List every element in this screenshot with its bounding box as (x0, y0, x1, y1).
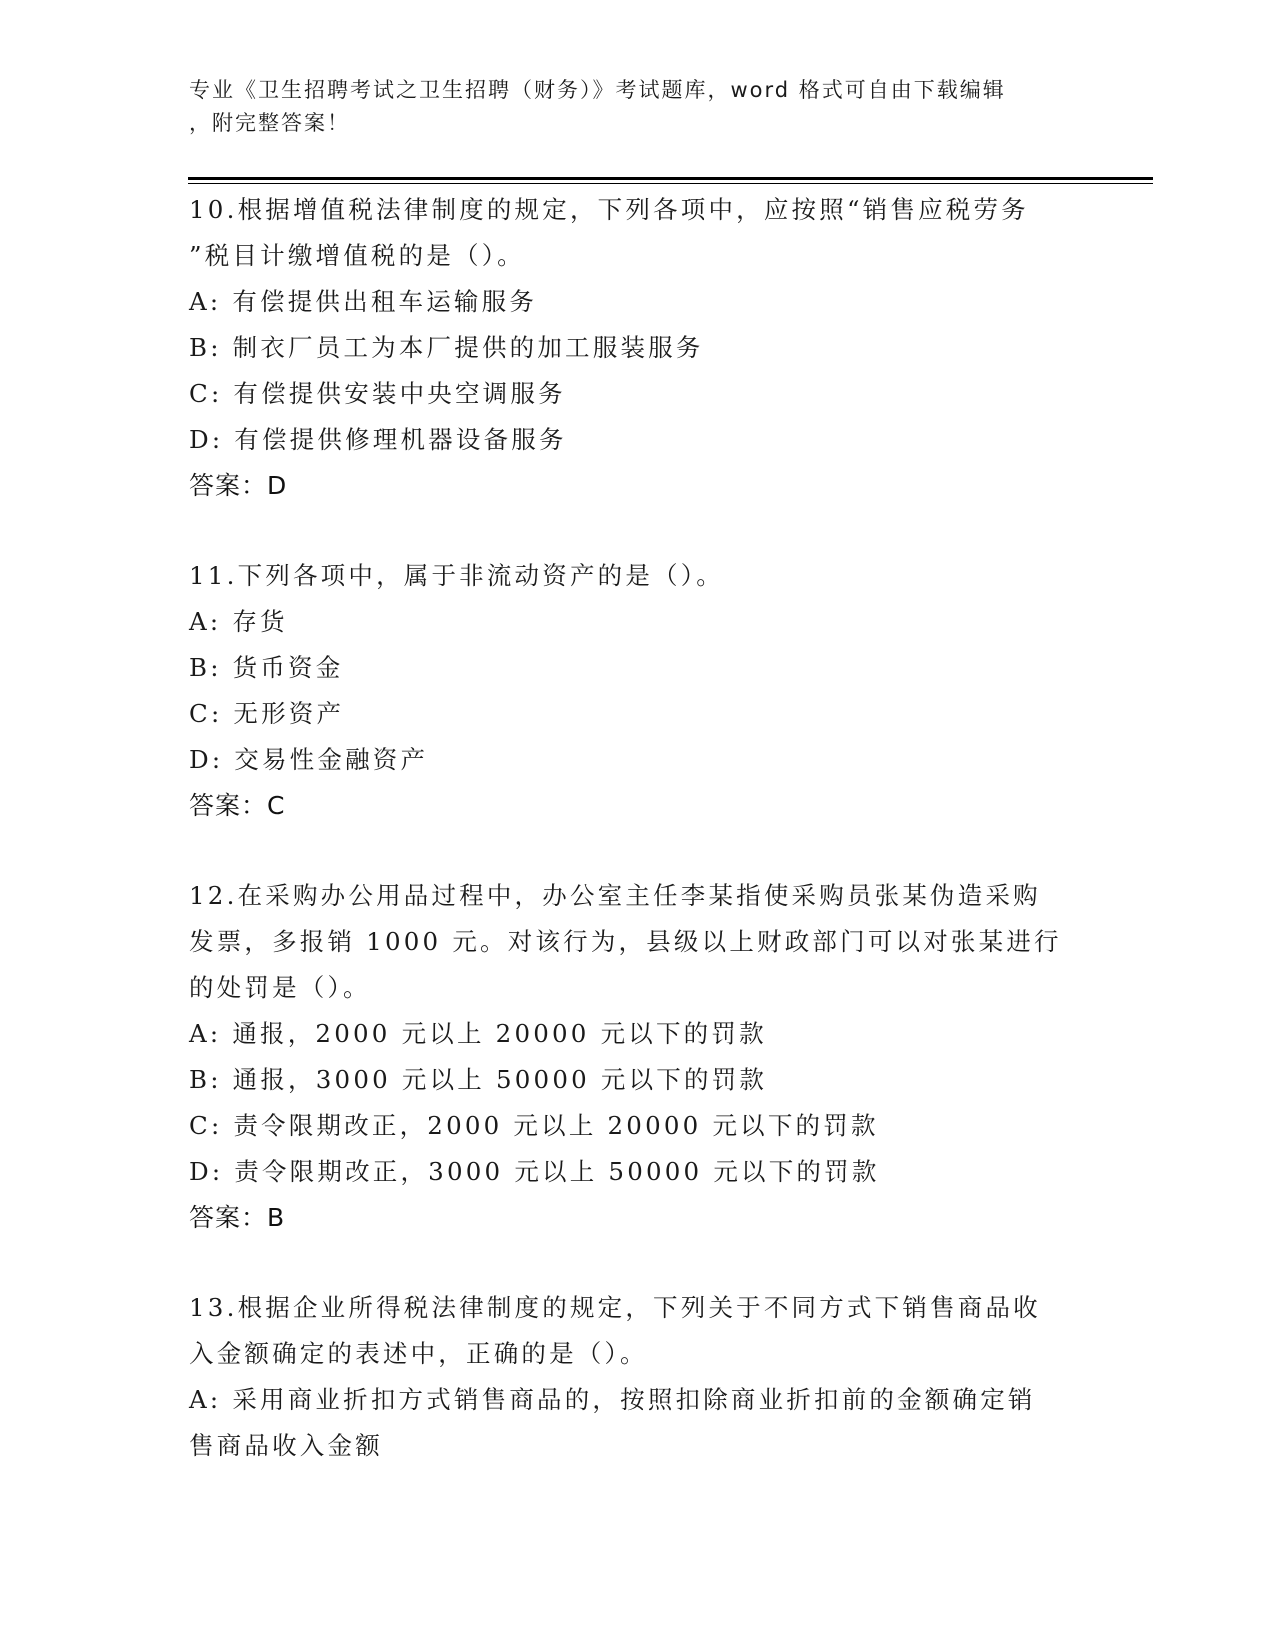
answer: 答案：D (189, 471, 288, 500)
question-stem-line: 发票，多报销 1000 元。对该行为，县级以上财政部门可以对张某进行 (189, 927, 1062, 956)
option-c: C: 无形资产 (189, 699, 345, 728)
option-b: B: 货币资金 (189, 653, 344, 682)
question-stem-line: 13.根据企业所得税法律制度的规定，下列关于不同方式下销售商品收 (189, 1293, 1041, 1322)
question-stem-line: 11.下列各项中，属于非流动资产的是（）。 (189, 561, 724, 590)
option-d: D: 有偿提供修理机器设备服务 (189, 425, 567, 454)
answer: 答案：C (189, 791, 286, 820)
option-c: C: 有偿提供安装中央空调服务 (189, 379, 566, 408)
option-a-continued: 售商品收入金额 (189, 1431, 383, 1460)
option-c: C: 责令限期改正，2000 元以上 20000 元以下的罚款 (189, 1111, 879, 1140)
document-header (189, 74, 1069, 140)
question-10 (189, 187, 1089, 509)
question-stem-line: 入金额确定的表述中，正确的是（）。 (189, 1339, 648, 1368)
option-a: A: 有偿提供出租车运输服务 (189, 287, 538, 316)
option-d: D: 责令限期改正，3000 元以上 50000 元以下的罚款 (189, 1157, 880, 1186)
answer: 答案：B (189, 1203, 286, 1232)
question-12 (189, 873, 1089, 1241)
option-a: A: 采用商业折扣方式销售商品的，按照扣除商业折扣前的金额确定销 (189, 1385, 1036, 1414)
question-13 (189, 1285, 1089, 1469)
question-stem-line: 12.在采购办公用品过程中，办公室主任李某指使采购员张某伪造采购 (189, 881, 1041, 910)
header-line-1: 专业《卫生招聘考试之卫生招聘（财务）》考试题库，word 格式可自由下载编辑 (189, 78, 1006, 102)
question-stem-line: 的处罚是（）。 (189, 973, 371, 1002)
question-11 (189, 553, 1089, 829)
option-d: D: 交易性金融资产 (189, 745, 429, 774)
option-b: B: 制衣厂员工为本厂提供的加工服装服务 (189, 333, 704, 362)
option-b: B: 通报，3000 元以上 50000 元以下的罚款 (189, 1065, 768, 1094)
question-list (189, 187, 1089, 1513)
question-stem-line: ”税目计缴增值税的是（）。 (189, 241, 525, 270)
question-stem-line: 10.根据增值税法律制度的规定，下列各项中，应按照“销售应税劳务 (189, 195, 1029, 224)
option-a: A: 存货 (189, 607, 288, 636)
header-divider-thin (188, 183, 1153, 184)
header-line-2: ，附完整答案！ (189, 111, 350, 135)
option-a: A: 通报，2000 元以上 20000 元以下的罚款 (189, 1019, 767, 1048)
header-divider-thick (188, 177, 1153, 180)
